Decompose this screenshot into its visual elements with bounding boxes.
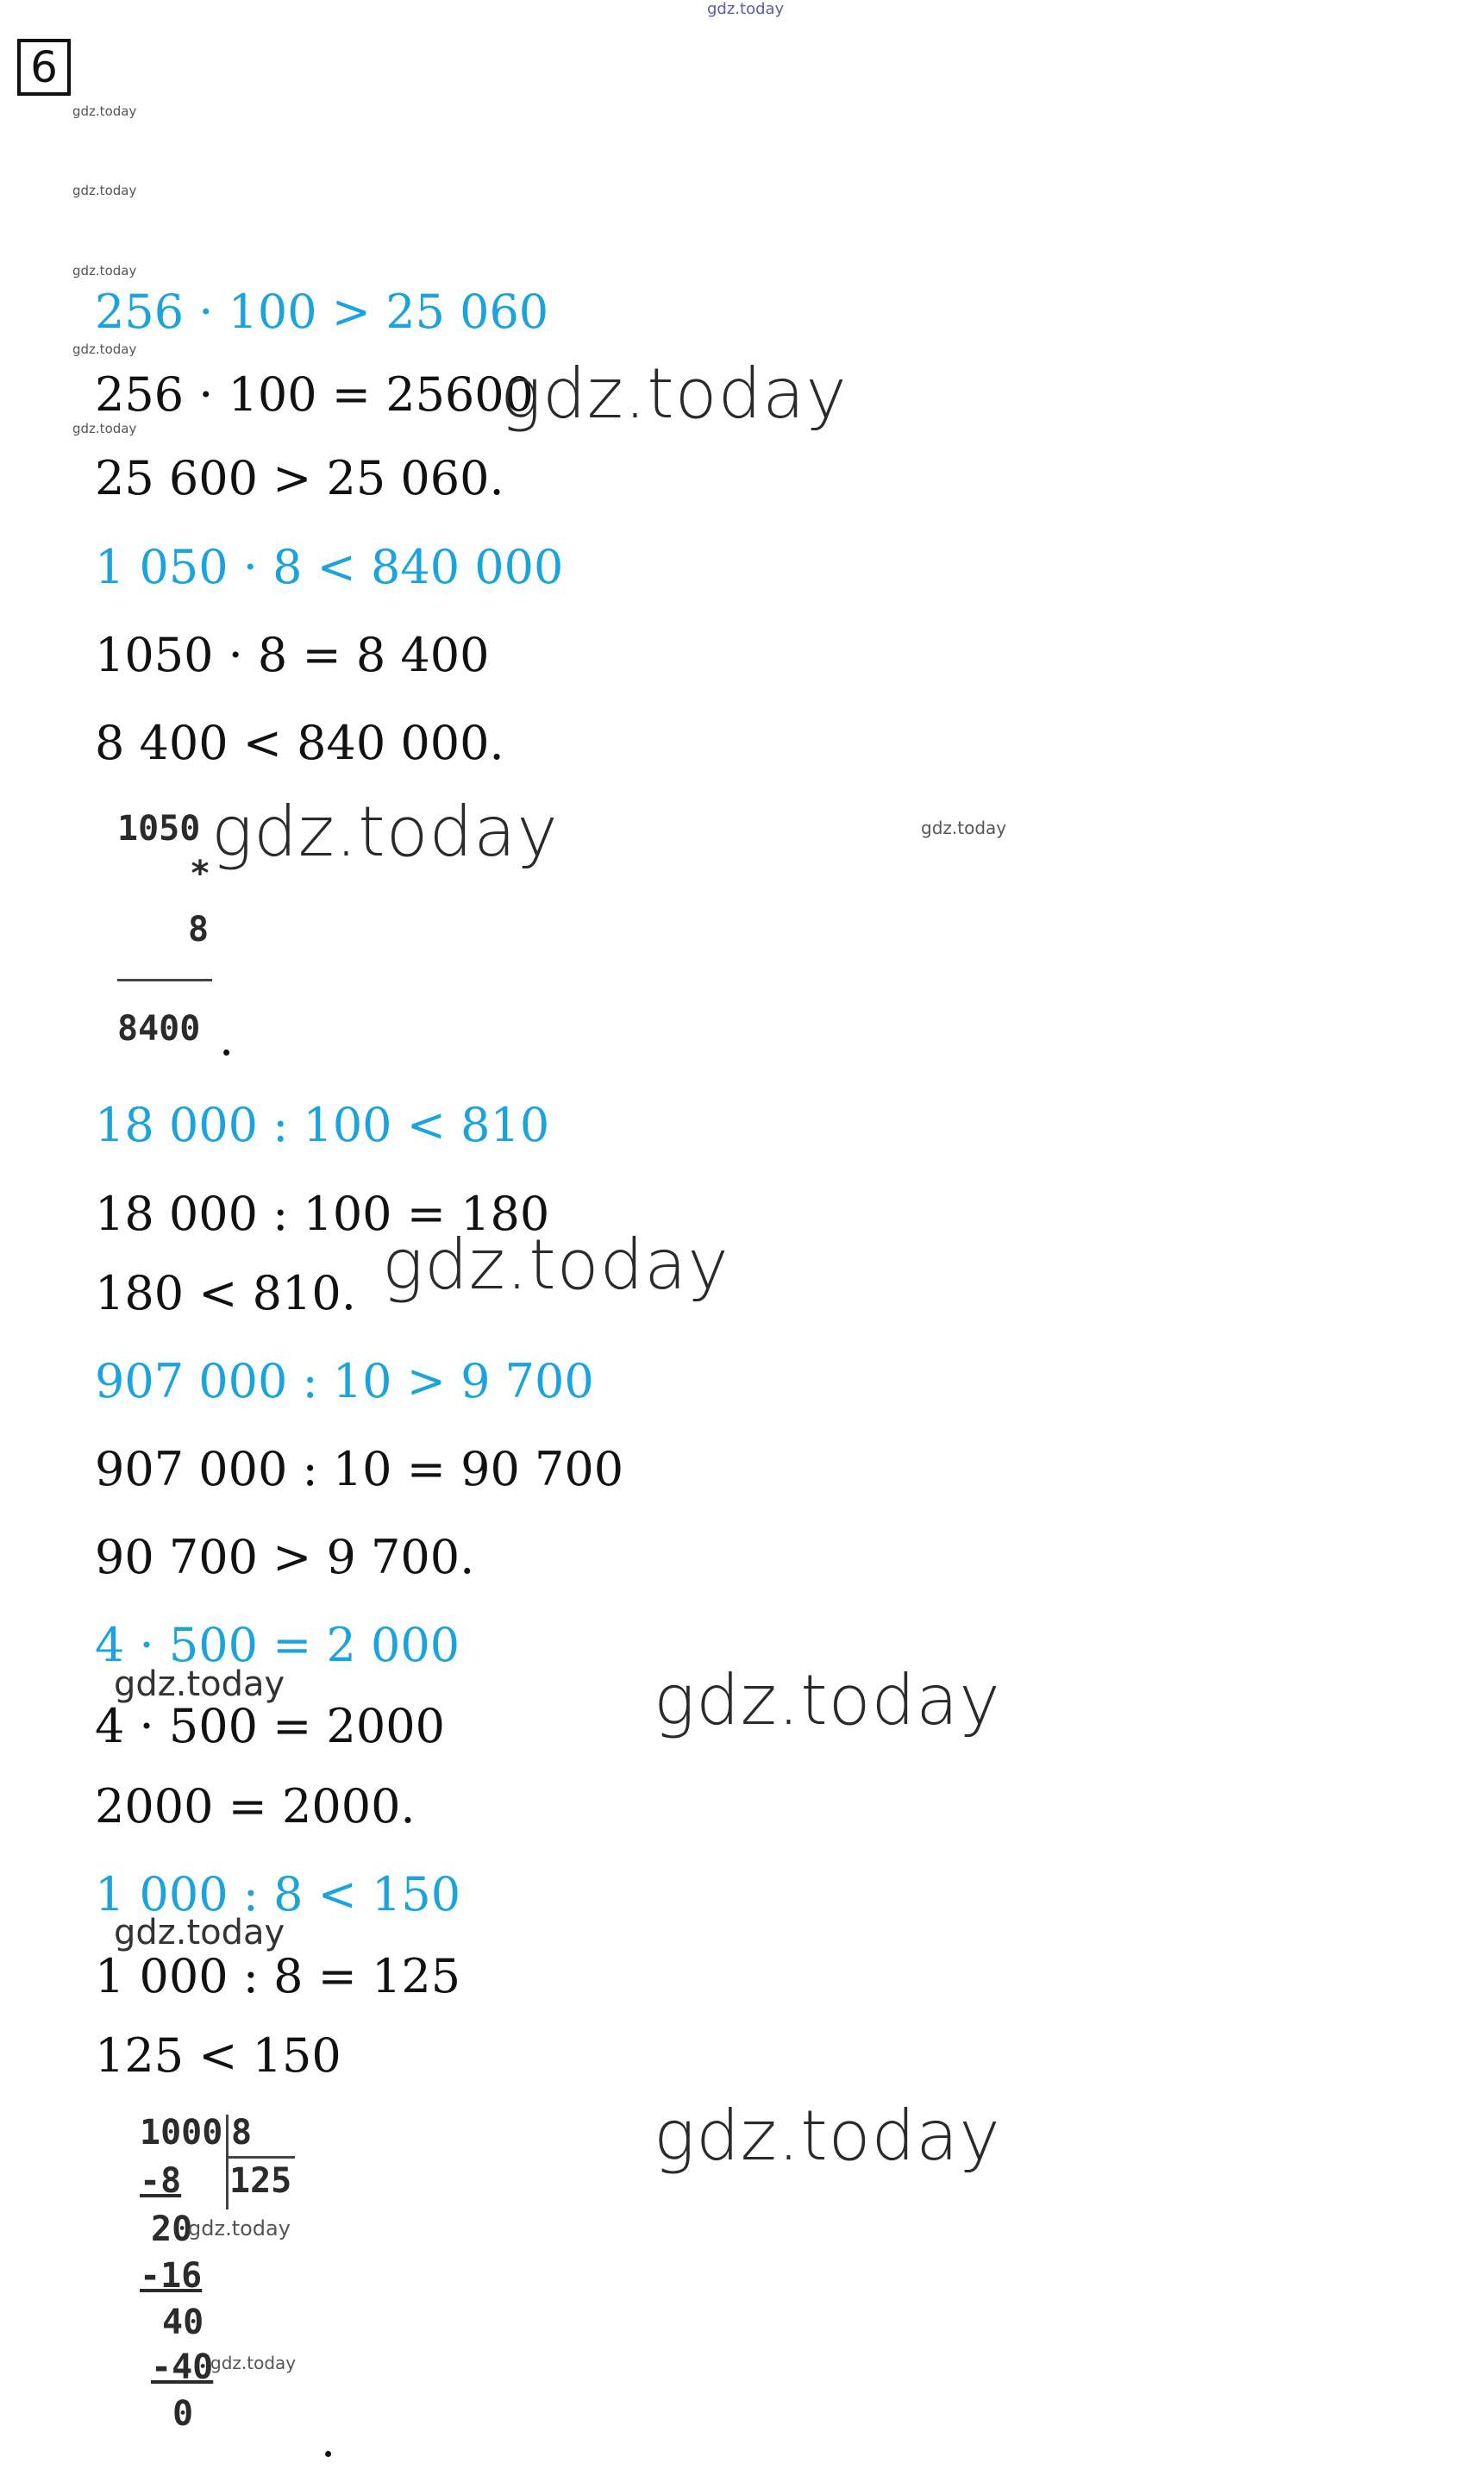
division-horizontal-rule [226, 2156, 295, 2159]
big-watermark: gdz.today [211, 792, 559, 872]
calculation-line: 4 · 500 = 2000 [95, 1699, 445, 1753]
calculation-line: 1 000 : 8 = 125 [95, 1949, 461, 2003]
quotient: 125 [229, 2161, 292, 2201]
result-line: 180 < 810. [95, 1266, 356, 1320]
result-line: 90 700 > 9 700. [95, 1530, 475, 1584]
result-line: 2000 = 2000. [95, 1779, 416, 1833]
top-watermark: gdz.today [707, 0, 785, 18]
division-step: -40 [151, 2347, 214, 2387]
big-watermark: gdz.today [500, 354, 848, 434]
big-watermark: gdz.today [654, 2096, 1001, 2176]
small-watermark: gdz.today [72, 183, 137, 198]
big-watermark: gdz.today [654, 1660, 1001, 1740]
division-step: 40 [162, 2303, 204, 2342]
division-step: 20 [151, 2209, 193, 2249]
small-watermark: gdz.today [72, 342, 137, 357]
end-mark: . [219, 1012, 235, 1066]
dividend: 1000 [140, 2113, 223, 2153]
small-watermark: gdz.today [188, 2216, 291, 2241]
task-number-box: 6 [17, 39, 71, 96]
comparison-line: 18 000 : 100 < 810 [95, 1098, 550, 1152]
small-watermark: gdz.today [72, 103, 137, 119]
division-vertical-rule [226, 2115, 229, 2209]
calculation-line: 256 · 100 = 25600 [95, 367, 534, 422]
multiply-operator: * [190, 854, 211, 893]
multiplicand: 1050 [117, 809, 201, 849]
divisor: 8 [231, 2113, 253, 2153]
result-line: 25 600 > 25 060. [95, 451, 504, 505]
comparison-line: 1 000 : 8 < 150 [95, 1867, 461, 1921]
multiplier: 8 [188, 910, 210, 950]
small-watermark: gdz.today [72, 421, 137, 436]
division-step: -16 [140, 2256, 203, 2296]
medium-watermark: gdz.today [114, 1913, 285, 1952]
small-watermark: gdz.today [921, 818, 1007, 838]
medium-watermark: gdz.today [114, 1664, 285, 1704]
multiplication-rule [117, 979, 212, 981]
product: 8400 [117, 1009, 201, 1049]
calculation-line: 907 000 : 10 = 90 700 [95, 1442, 624, 1496]
division-step: 0 [172, 2394, 194, 2434]
small-watermark: gdz.today [210, 2353, 297, 2373]
comparison-line: 256 · 100 > 25 060 [95, 285, 549, 339]
comparison-line: 907 000 : 10 > 9 700 [95, 1354, 594, 1408]
division-step: -8 [140, 2161, 182, 2201]
calculation-line: 18 000 : 100 = 180 [95, 1187, 550, 1241]
result-line: 125 < 150 [95, 2028, 341, 2083]
big-watermark: gdz.today [382, 1225, 729, 1305]
comparison-line: 4 · 500 = 2 000 [95, 1618, 460, 1672]
small-watermark: gdz.today [72, 263, 137, 279]
result-line: 8 400 < 840 000. [95, 716, 504, 770]
comparison-line: 1 050 · 8 < 840 000 [95, 540, 564, 594]
calculation-line: 1050 · 8 = 8 400 [95, 628, 490, 682]
end-mark: . [321, 2413, 336, 2467]
